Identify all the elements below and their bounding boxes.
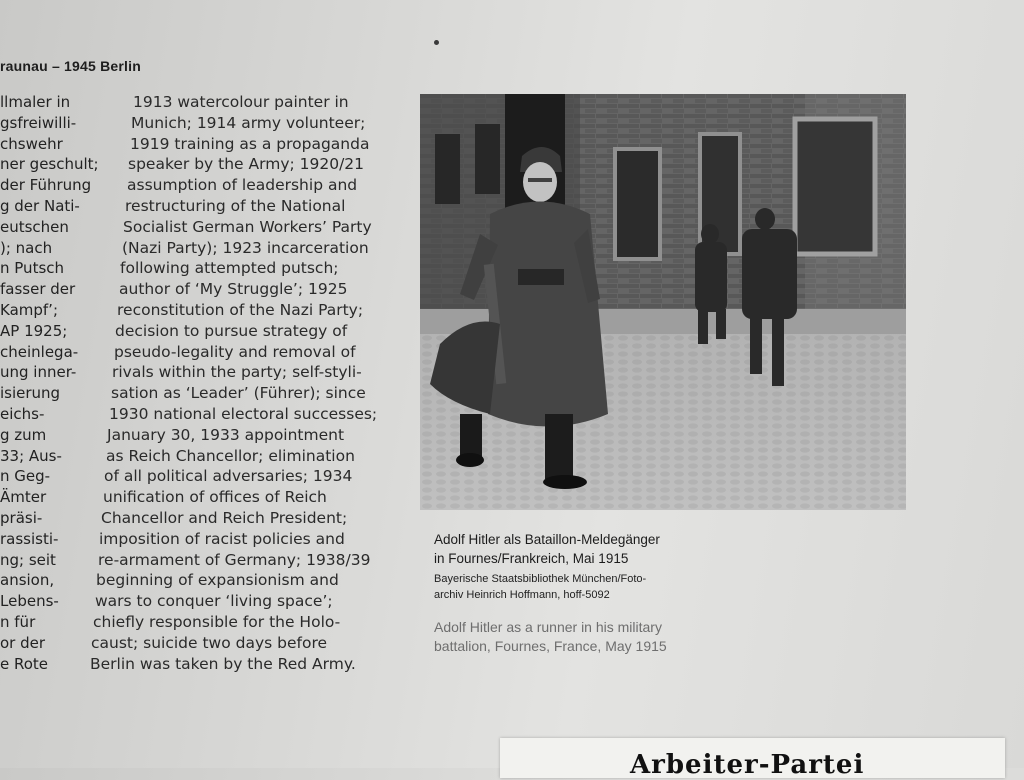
german-text-line: chswehr <box>0 134 63 153</box>
photo-caption-german <box>434 530 660 568</box>
next-panel-partial <box>500 738 1005 778</box>
source-line: archiv Heinrich Hoffmann, hoff-5092 <box>434 589 610 601</box>
german-text-line: der Führung <box>0 176 92 195</box>
german-text-line: ung inner- <box>0 363 77 382</box>
english-text-line: January 30, 1933 appointment <box>107 425 345 444</box>
english-text-line: Socialist German Workers’ Party <box>123 217 372 236</box>
german-text-line: eichs- <box>0 404 45 423</box>
english-text-line: wars to conquer ‘living space’; <box>95 592 333 611</box>
english-text-line: 1913 watercolour painter in <box>133 93 349 111</box>
english-text-line: pseudo-legality and removal of <box>114 342 356 361</box>
caption-english-line: Adolf Hitler as a runner in his military <box>434 619 662 635</box>
caption-german-line: Adolf Hitler als Bataillon-Meldegänger <box>434 532 660 547</box>
english-text-line: following attempted putsch; <box>120 259 339 278</box>
english-text-line: (Nazi Party); 1923 incarceration <box>122 238 369 257</box>
german-text-line: 33; Aus- <box>0 446 62 465</box>
english-text-line: imposition of racist policies and <box>99 529 345 548</box>
german-text-line: ); nach <box>0 238 53 257</box>
english-text-line: beginning of expansionism and <box>96 571 339 590</box>
english-text-line: rivals within the party; self-styli- <box>112 363 362 382</box>
photo-illustration <box>420 94 906 510</box>
german-text-line: n Geg- <box>0 467 51 486</box>
english-text-line: re-armament of Germany; 1938/39 <box>98 550 371 569</box>
german-text-line: eutschen <box>0 217 69 236</box>
german-text-line: rassisti- <box>0 529 59 548</box>
german-text-line: n für <box>0 612 36 631</box>
german-text-line: präsi- <box>0 508 43 527</box>
german-text-line: ner geschult; <box>0 155 99 174</box>
english-text-line: unification of offices of Reich <box>103 488 327 507</box>
german-text-line: AP 1925; <box>0 321 68 340</box>
german-text-line: or der <box>0 633 46 652</box>
english-text-line: assumption of leadership and <box>127 176 358 195</box>
mounting-pin <box>434 40 439 45</box>
english-text-line: as Reich Chancellor; elimination <box>106 446 355 465</box>
english-text-line: speaker by the Army; 1920/21 <box>128 155 365 174</box>
german-text-line: e Rote <box>0 654 49 673</box>
historical-photo <box>420 94 906 510</box>
photo-caption-english <box>434 618 667 656</box>
english-text-line: Munich; 1914 army volunteer; <box>131 113 366 132</box>
german-text-line: Lebens- <box>0 592 59 611</box>
photo-source-credit <box>434 571 646 603</box>
source-line: Bayerische Staatsbibliothek München/Foto- <box>434 573 647 585</box>
german-text-line: n Putsch <box>0 259 65 278</box>
english-text-line: restructuring of the National <box>125 196 346 215</box>
english-text-column <box>88 92 408 674</box>
english-text-line: Chancellor and Reich President; <box>101 508 348 527</box>
german-text-line: cheinlega- <box>0 342 79 361</box>
english-text-line: 1919 training as a propaganda <box>130 134 370 153</box>
german-text-line: llmaler in <box>0 93 71 111</box>
caption-english-line: battalion, Fournes, France, May 1915 <box>434 638 667 654</box>
english-text-line: reconstitution of the Nazi Party; <box>117 300 364 319</box>
english-text-line: chiefly responsible for the Holo- <box>93 612 341 631</box>
english-text-line: author of ‘My Struggle’; 1925 <box>119 280 348 299</box>
english-text-line: caust; suicide two days before <box>91 633 328 652</box>
next-panel-heading: Arbeiter-Partei <box>630 750 865 780</box>
german-text-line: Kampf’; <box>0 300 59 319</box>
german-text-column <box>0 92 102 674</box>
german-text-line: ng; seit <box>0 550 56 569</box>
german-text-line: Ämter <box>0 488 47 507</box>
english-text-line: 1930 national electoral successes; <box>109 404 378 423</box>
english-text-line: sation as ‘Leader’ (Führer); since <box>111 384 366 403</box>
german-text-line: fasser der <box>0 280 76 299</box>
section-heading: raunau – 1945 Berlin <box>0 58 141 74</box>
german-text-line: g zum <box>0 425 47 444</box>
german-text-line: isierung <box>0 384 61 403</box>
english-text-line: Berlin was taken by the Red Army. <box>90 654 356 673</box>
english-text-line: decision to pursue strategy of <box>115 321 348 340</box>
german-text-line: ansion, <box>0 571 55 590</box>
german-text-line: g der Nati- <box>0 196 80 215</box>
english-text-line: of all political adversaries; 1934 <box>104 467 353 486</box>
caption-german-line: in Fournes/Frankreich, Mai 1915 <box>434 551 629 566</box>
german-text-line: gsfreiwilli- <box>0 113 77 132</box>
